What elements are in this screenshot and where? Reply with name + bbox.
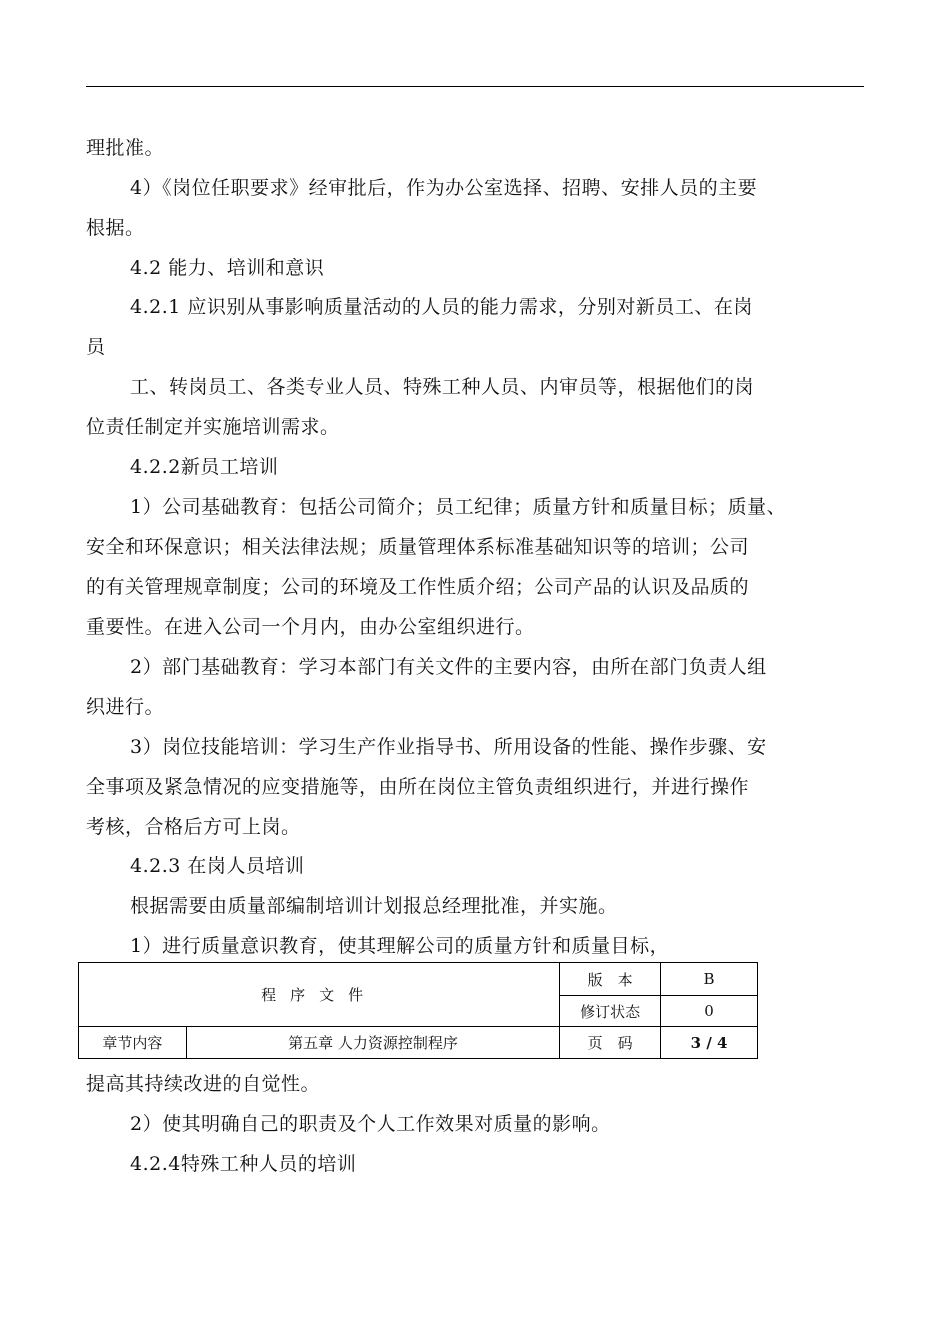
document-header-table (78, 962, 758, 1059)
section-heading: 4.2.2新员工培训 (130, 456, 279, 478)
body-line: 3）岗位技能培训：学习生产作业指导书、所用设备的性能、操作步骤、安 (130, 736, 767, 758)
body-line: 位责任制定并实施培训需求。 (86, 416, 340, 438)
body-line: 重要性。在进入公司一个月内，由办公室组织进行。 (86, 616, 535, 638)
body-line: 4）《岗位任职要求》经审批后，作为办公室选择、招聘、安排人员的主要 (130, 177, 758, 199)
body-line: 的有关管理规章制度；公司的环境及工作性质介绍；公司产品的认识及品质的 (86, 576, 750, 598)
version-label: 版 本 (560, 963, 661, 996)
page-number: 3 / 4 (661, 1027, 758, 1059)
section-heading: 4.2 能力、培训和意识 (130, 257, 325, 279)
header-rule (86, 86, 864, 87)
body-line: 理批准。 (86, 137, 165, 159)
section-heading: 4.2.3 在岗人员培训 (130, 855, 305, 877)
body-line: 考核，合格后方可上岗。 (86, 816, 301, 838)
body-line: 4.2.1 应识别从事影响质量活动的人员的能力需求，分别对新员工、在岗 (130, 296, 753, 318)
chapter-title: 第五章 人力资源控制程序 (186, 1027, 559, 1059)
body-line: 全事项及紧急情况的应变措施等，由所在岗位主管负责组织进行，并进行操作 (86, 776, 750, 798)
body-line: 员 (86, 336, 106, 358)
body-line: 织进行。 (86, 696, 165, 718)
body-line: 2）部门基础教育：学习本部门有关文件的主要内容，由所在部门负责人组 (130, 656, 767, 678)
page-label: 页 码 (560, 1027, 661, 1059)
revision-label: 修订状态 (560, 996, 661, 1027)
body-line: 2）使其明确自己的职责及个人工作效果对质量的影响。 (130, 1113, 611, 1135)
body-line: 根据需要由质量部编制培训计划报总经理批准，并实施。 (130, 895, 618, 917)
section-label: 章节内容 (79, 1027, 187, 1059)
body-line: 根据。 (86, 217, 145, 239)
body-line: 1）进行质量意识教育，使其理解公司的质量方针和质量目标， (130, 935, 670, 957)
version-value: B (661, 963, 758, 996)
body-line: 提高其持续改进的自觉性。 (86, 1073, 321, 1095)
body-line: 工、转岗员工、各类专业人员、特殊工种人员、内审员等，根据他们的岗 (130, 376, 755, 398)
body-line: 安全和环保意识；相关法律法规；质量管理体系标准基础知识等的培训；公司 (86, 536, 750, 558)
body-line: 1）公司基础教育：包括公司简介；员工纪律；质量方针和质量目标；质量、 (130, 496, 787, 518)
document-title: 程序文件 (79, 963, 560, 1027)
section-heading: 4.2.4特殊工种人员的培训 (130, 1153, 357, 1175)
revision-value: 0 (661, 996, 758, 1027)
